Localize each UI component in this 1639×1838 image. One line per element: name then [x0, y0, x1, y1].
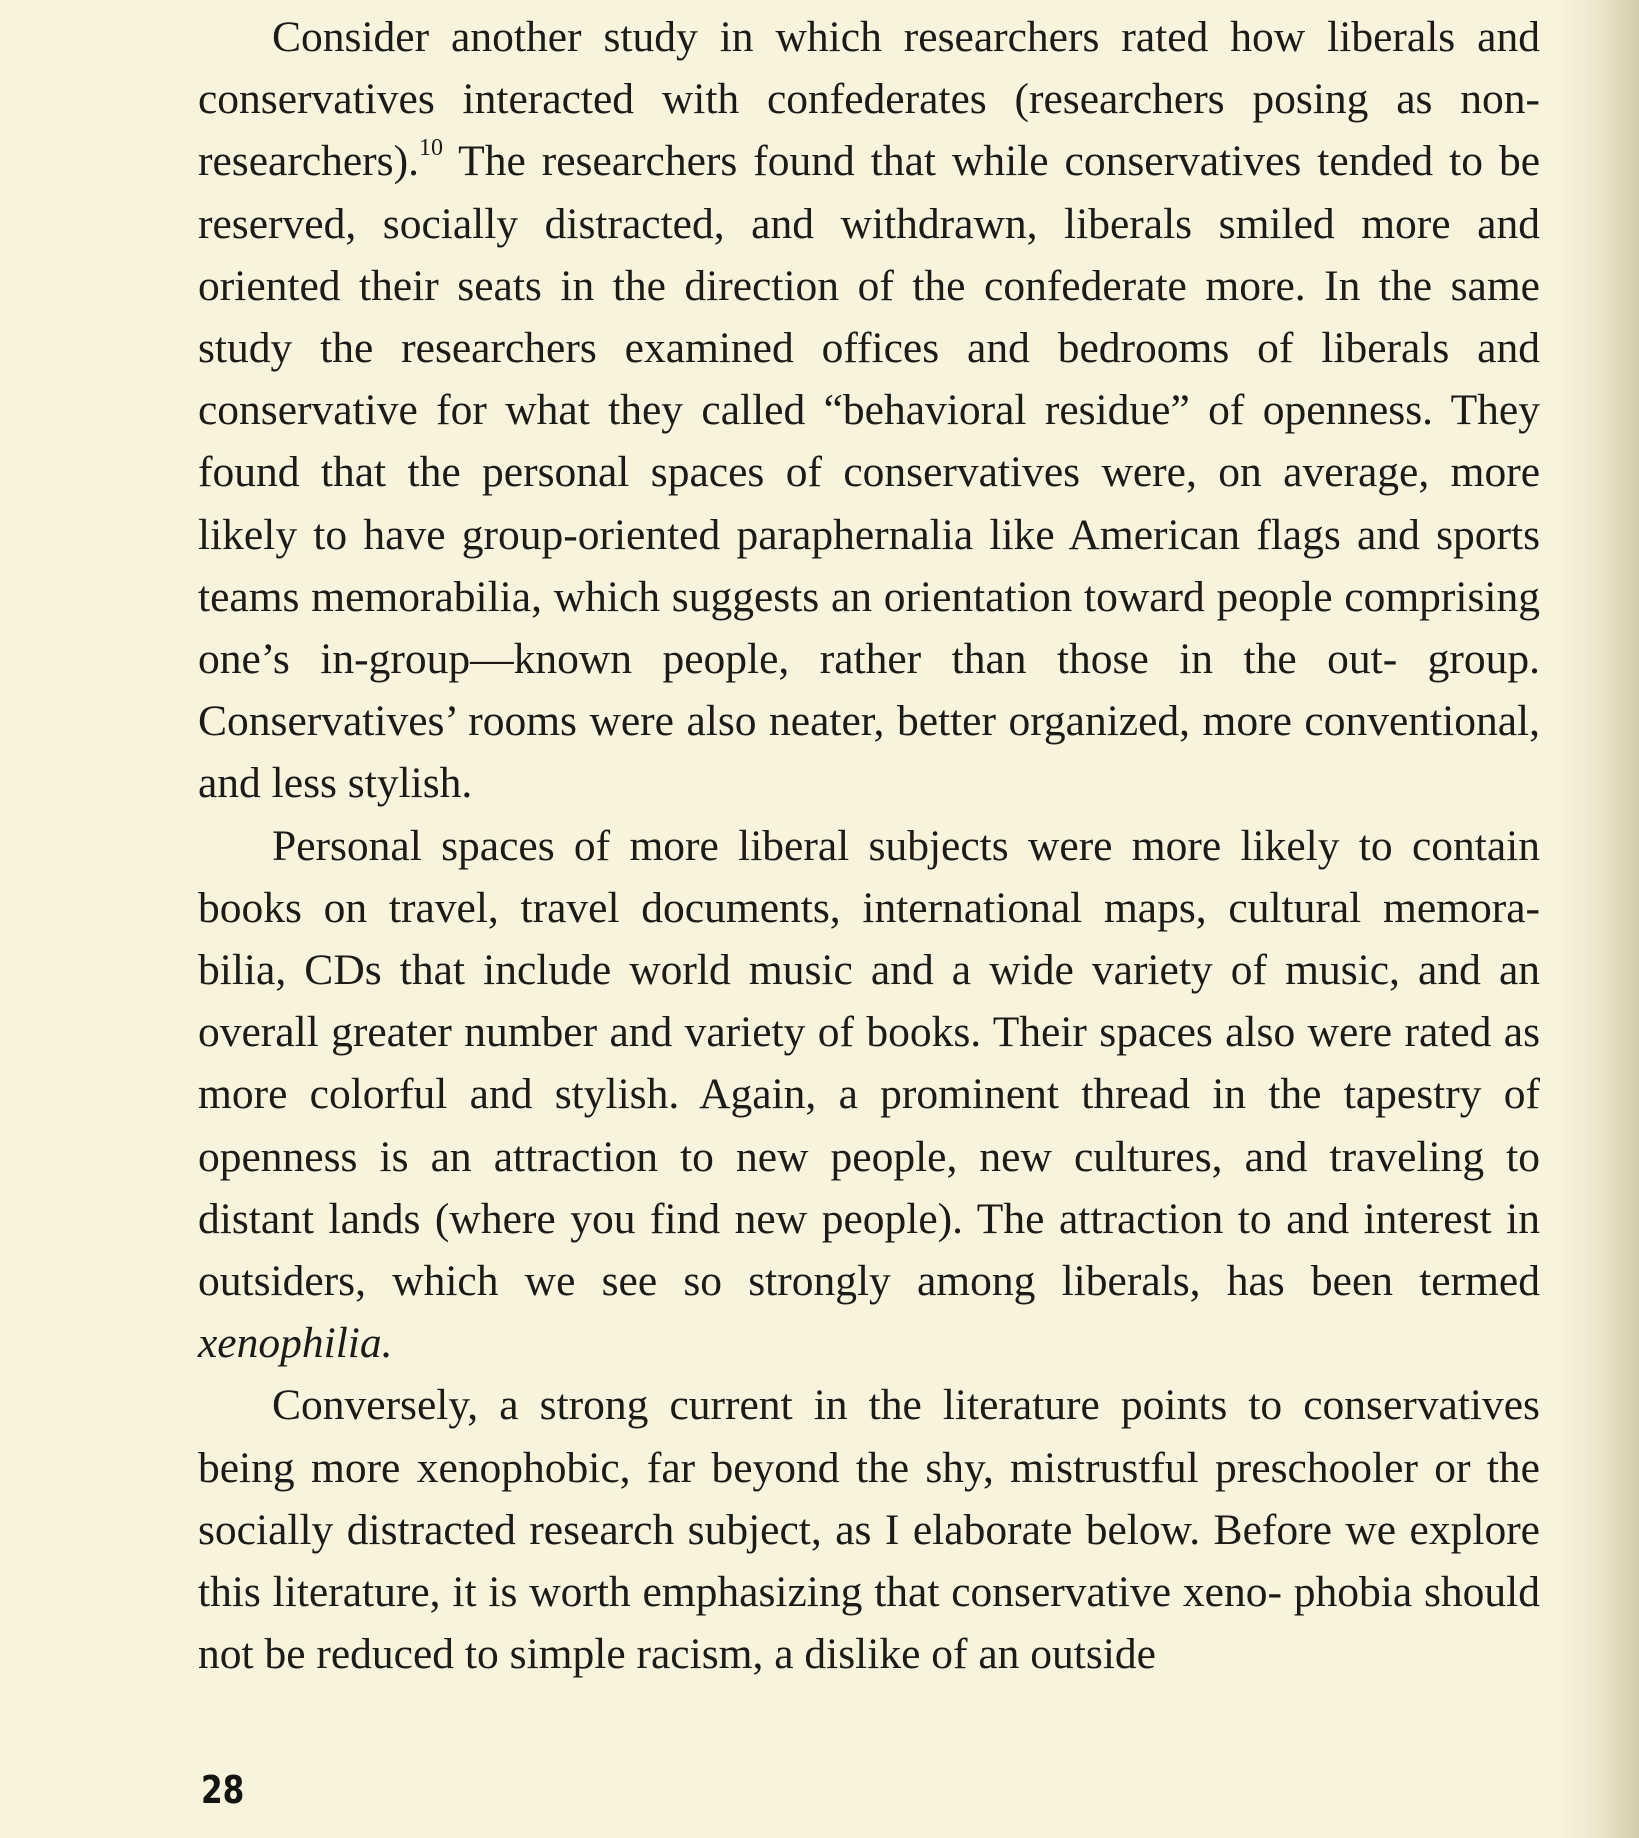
paragraph-1-text-after-note: The researchers found that while conservatives tended to be reserved, socially distracted, and withdrawn, liberals smiled more and oriented their seats in the direction of the confederate more. In the same study the researchers examined offices and bedrooms of liberals and conservative for what they called “behavioral residue” of openness. They found that the personal spaces of conservatives were, on average, more likely to have group-oriented paraphernalia like American flags and sports teams memorabilia, which suggests an orientation toward people comprising one’s in-group—known people, rather than those in the out- group. Conservatives’ rooms were also neater, better organized, more conventional, and less stylish. — [198, 137, 1540, 808]
paragraph-1-text-before-note: Consider another study in which researchers rated how liberals and conservatives interacted with confederates (researchers posing as non- researchers). — [198, 13, 1540, 186]
paragraph-3-text: Conversely, a strong current in the literature points to conservatives being more xenophobic, far beyond the shy, mistrustful preschooler or the socially distracted research subject, as I elaborate below. Before we explore this literature, it is worth emphasizing that conservative xeno- phobia should not be reduced to simple racism, a dislike of an outside — [198, 1381, 1540, 1679]
page-number: 28 — [201, 1768, 245, 1812]
term-xenophilia: xenophilia — [198, 1319, 382, 1368]
footnote-reference-10: 10 — [418, 135, 443, 162]
paragraph-2-text: Personal spaces of more liberal subjects were more likely to contain books on travel, travel documents, international maps, cultural memora- bilia, CDs that include world music and a wide variety of music, and an overall greater number and variety of books. Their spaces also were rated as more colorful and stylish. Again, a prominent thread in the tapestry of openness is an attraction to new people, new cultures, and traveling to distant lands (where you find new people). The attraction to and interest in outsiders, which we see so strongly among liberals, has been termed — [198, 821, 1540, 1306]
body-text — [198, 6, 1540, 1685]
paragraph-study-interactions — [198, 6, 1540, 815]
term-period: . — [381, 1319, 393, 1368]
paragraph-xenophobia — [198, 1374, 1540, 1685]
paragraph-liberal-spaces — [198, 815, 1540, 1375]
cut-off-previous-line — [272, 0, 872, 2]
